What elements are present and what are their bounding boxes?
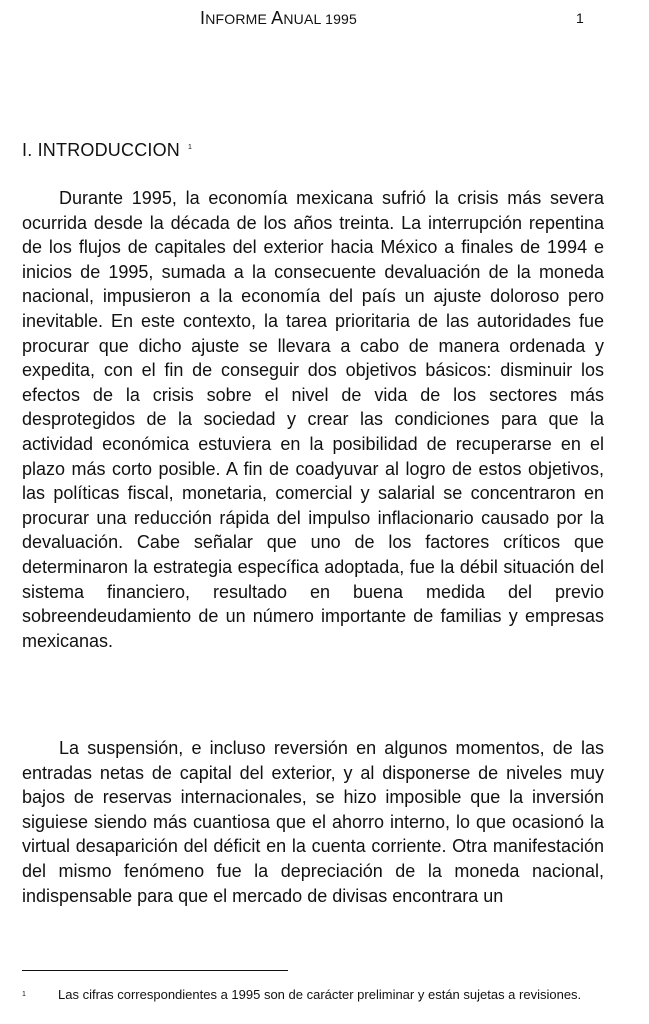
body-paragraph: La suspensión, e incluso reversión en algunos momentos, de las entradas netas de capital del exterior, y al disponerse de niveles muy bajos de reservas internacionales, se hizo imposible que la inversión siguiese siendo más cuantiosa que el ahorro interno, lo que ocasionó la virtual desaparición del déficit en la cuenta corriente. Otra manifestación del mismo fenómeno fue la depreciación de la moneda nacional, indispensable para que el mercado de divisas encontrara un: [22, 738, 604, 906]
running-header-text-2: NUAL 1995: [283, 11, 358, 27]
running-header-initial-2: A: [271, 8, 284, 28]
body-paragraph: Durante 1995, la economía mexicana sufrió la crisis más severa ocurrida desde la década de los años treinta. La interrupción repentina de los flujos de capitales del exterior hacia México a finales de 1994 e inicios de 1995, sumada a la consecuente devaluación de la moneda nacional, impusieron a la economía del país un ajuste doloroso pero inevitable. En este contexto, la tarea prioritaria de las autoridades fue procurar que dicho ajuste se llevara a cabo de manera ordenada y expedita, con el fin de conseguir dos objetivos básicos: disminuir los efectos de la crisis sobre el nivel de vida de los sectores más desprotegidos de la sociedad y crear las condiciones para que la actividad económica estuviera en la posibilidad de recuperarse en el plazo más corto posible. A fin de coadyuvar al logro de estos objetivos, las políticas fiscal, monetaria, comercial y salarial se concentraron en procurar una reducción rápida del impulso inflacionario causado por la devaluación. Cabe señalar que uno de los factores críticos que determinaron la estrategia específica adoptada, fue la débil situación del sistema financiero, resultado en buena medida del previo sobreendeudamiento de un número importante de familias y empresas mexicanas.: [22, 188, 604, 651]
section-heading: [22, 140, 192, 161]
footnote-reference: 1: [188, 144, 193, 151]
page-number: 1: [576, 10, 584, 26]
footnote-separator: [22, 970, 288, 971]
running-header-initial-1: I: [200, 8, 206, 28]
running-header: [200, 8, 357, 29]
footnote-text: Las cifras correspondientes a 1995 son de carácter preliminar y están sujetas a revisiones.: [58, 987, 582, 1002]
running-header-text-1: NFORME: [205, 11, 272, 27]
section-title: I. INTRODUCCION: [22, 140, 180, 160]
footnote-marker: 1: [22, 991, 26, 998]
footnote: [22, 986, 606, 1003]
